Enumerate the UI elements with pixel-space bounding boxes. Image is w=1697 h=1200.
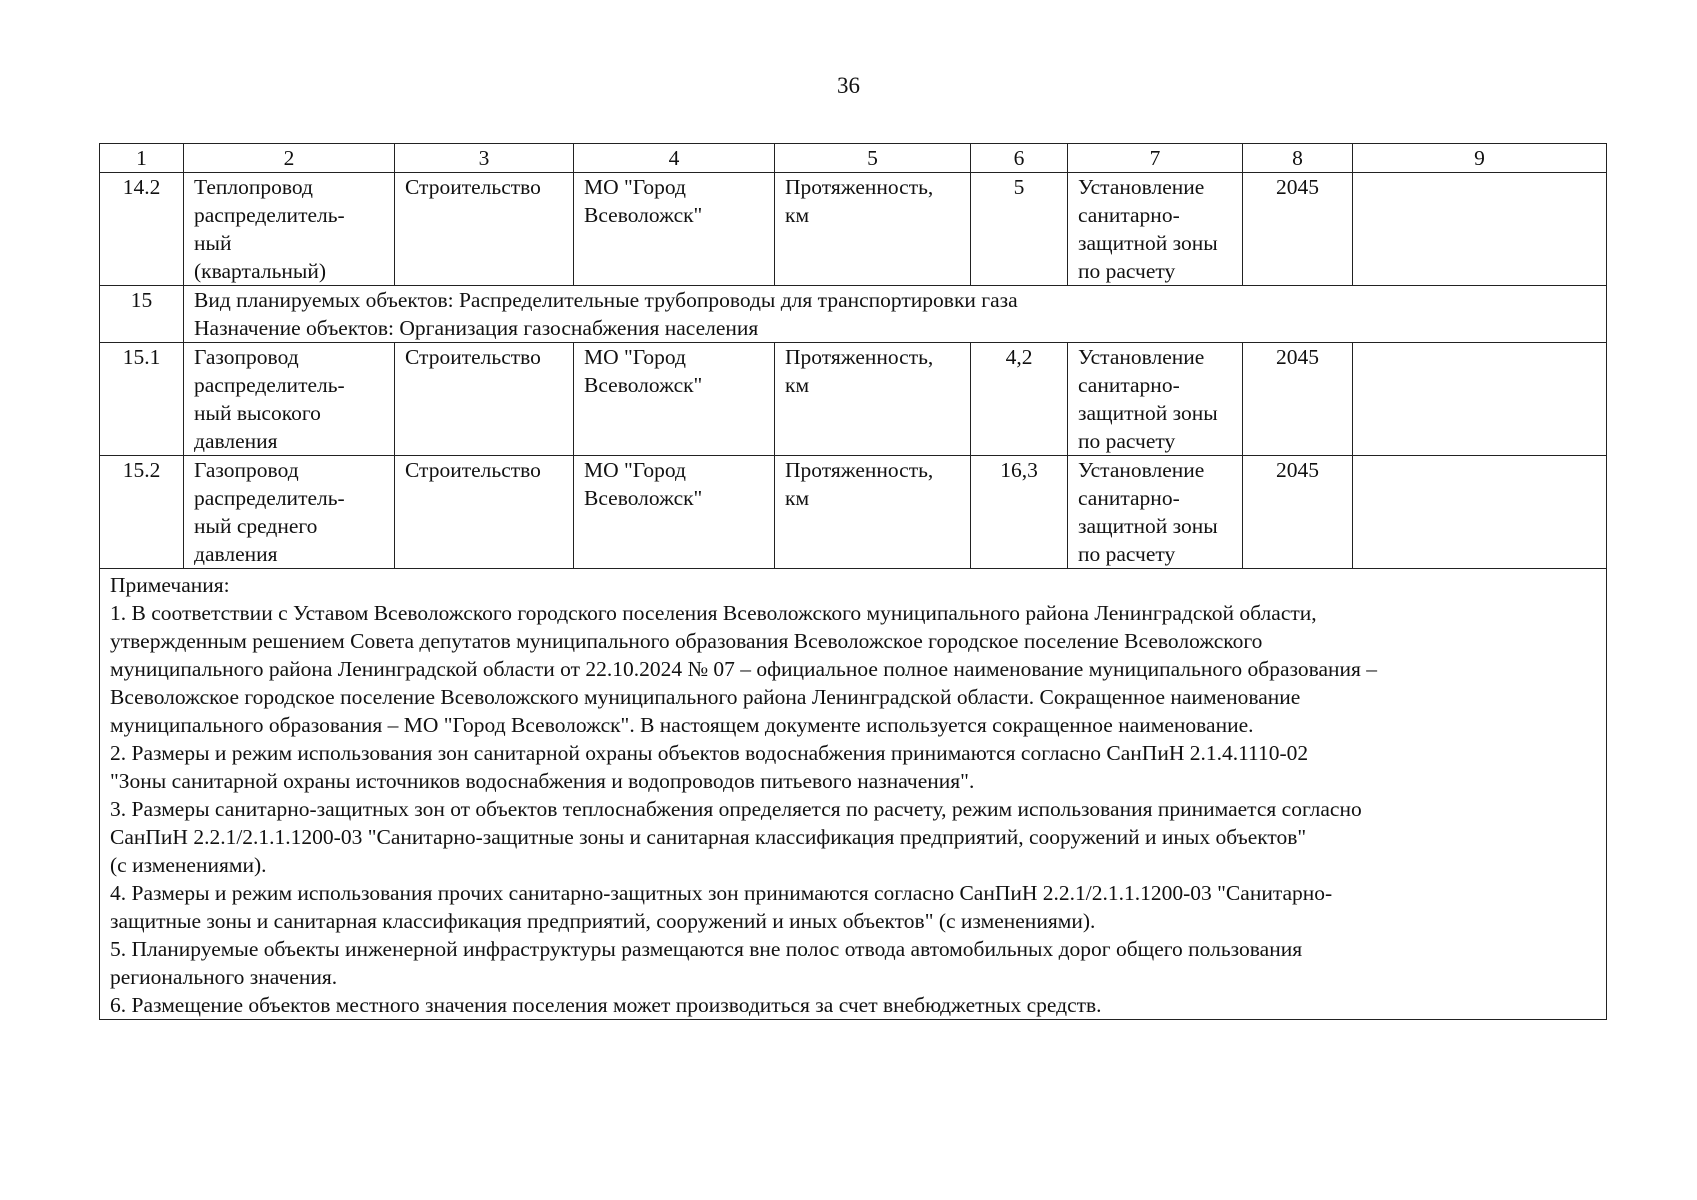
work-type: Строительство [395, 173, 574, 286]
work-type: Строительство [395, 343, 574, 456]
object-name [184, 343, 395, 456]
note-line: защитные зоны и санитарная классификация предприятий, сооружений и иных объектов" (с изменениями). [110, 909, 1096, 933]
note-line: СанПиН 2.2.1/2.1.1.1200-03 "Санитарно-защитные зоны и санитарная классификация предприятий, сооружений и иных объектов" [110, 825, 1307, 849]
note-line: (с изменениями). [110, 853, 267, 877]
section-row [100, 286, 1607, 343]
note-line: "Зоны санитарной охраны источников водоснабжения и водопроводов питьевого назначения". [110, 769, 975, 793]
location-line: Всеволожск" [584, 486, 703, 510]
zone-info-line: по расчету [1078, 542, 1176, 566]
column-header: 1 [100, 144, 184, 173]
characteristic-value: 5 [971, 173, 1068, 286]
section-line: Назначение объектов: Организация газоснабжения населения [194, 316, 759, 340]
column-header: 4 [574, 144, 775, 173]
row-number: 14.2 [100, 173, 184, 286]
notes [100, 569, 1607, 1020]
note-line: регионального значения. [110, 965, 338, 989]
note-line: 3. Размеры санитарно-защитных зон от объектов теплоснабжения определяется по расчету, режим использования принимается согласно [110, 797, 1362, 821]
object-name [184, 456, 395, 569]
zone-info-line: защитной зоны [1078, 514, 1218, 538]
object-name-line: Газопровод [194, 458, 299, 482]
note-line: муниципального образования – МО "Город Всеволожск". В настоящем документе используется сокращенное наименование. [110, 713, 1254, 737]
note-line: муниципального района Ленинградской области от 22.10.2024 № 07 – официальное полное наименование муниципального образования – [110, 657, 1378, 681]
note-line: 2. Размеры и режим использования зон санитарной охраны объектов водоснабжения принимаются согласно СанПиН 2.1.4.1110-02 [110, 741, 1309, 765]
zone-info-line: Установление [1078, 345, 1205, 369]
extra-cell [1353, 343, 1607, 456]
zone-info-line: по расчету [1078, 259, 1176, 283]
column-header: 3 [395, 144, 574, 173]
zone-info-line: санитарно- [1078, 486, 1180, 510]
column-header: 8 [1243, 144, 1353, 173]
extra-cell [1353, 173, 1607, 286]
note-line: 6. Размещение объектов местного значения поселения может производиться за счет внебюджетных средств. [110, 993, 1102, 1017]
table-row [100, 173, 1607, 286]
object-name-line: ный [194, 231, 232, 255]
characteristic [775, 343, 971, 456]
characteristic [775, 173, 971, 286]
location [574, 456, 775, 569]
object-name-line: ный среднего [194, 514, 318, 538]
characteristic-line: км [785, 486, 810, 510]
characteristic-value: 4,2 [971, 343, 1068, 456]
characteristic-value: 16,3 [971, 456, 1068, 569]
zone-info-line: защитной зоны [1078, 231, 1218, 255]
year: 2045 [1243, 456, 1353, 569]
row-number: 15.2 [100, 456, 184, 569]
zone-info-line: Установление [1078, 175, 1205, 199]
characteristic-line: Протяженность, [785, 345, 934, 369]
note-line: утвержденным решением Совета депутатов муниципального образования Всеволожское городское поселение Всеволожского [110, 629, 1263, 653]
location-line: Всеволожск" [584, 373, 703, 397]
section-number: 15 [100, 286, 184, 343]
column-header: 2 [184, 144, 395, 173]
column-header: 9 [1353, 144, 1607, 173]
note-line: 4. Размеры и режим использования прочих санитарно-защитных зон принимаются согласно СанПиН 2.2.1/2.1.1.1200-03 "Санитарно- [110, 881, 1333, 905]
object-name-line: (квартальный) [194, 259, 327, 283]
notes-title: Примечания: [110, 573, 230, 597]
characteristic-line: Протяженность, [785, 458, 934, 482]
work-type: Строительство [395, 456, 574, 569]
year: 2045 [1243, 173, 1353, 286]
location-line: МО "Город [584, 458, 686, 482]
section-description [184, 286, 1607, 343]
column-header: 6 [971, 144, 1068, 173]
object-name-line: распределитель- [194, 373, 345, 397]
location-line: МО "Город [584, 175, 686, 199]
column-header: 7 [1068, 144, 1243, 173]
note-line: Всеволожское городское поселение Всеволожского муниципального района Ленинградской области. Сокращенное наименование [110, 685, 1301, 709]
column-number-row [100, 144, 1607, 173]
object-name-line: распределитель- [194, 203, 345, 227]
note-line: 5. Планируемые объекты инженерной инфраструктуры размещаются вне полос отвода автомобильных дорог общего пользования [110, 937, 1303, 961]
location-line: МО "Город [584, 345, 686, 369]
object-name-line: ный высокого [194, 401, 321, 425]
characteristic [775, 456, 971, 569]
zone-info-line: Установление [1078, 458, 1205, 482]
object-name-line: давления [194, 429, 278, 453]
object-name-line: давления [194, 542, 278, 566]
year: 2045 [1243, 343, 1353, 456]
zone-info-line: санитарно- [1078, 373, 1180, 397]
object-name-line: Газопровод [194, 345, 299, 369]
zone-info [1068, 173, 1243, 286]
section-line: Вид планируемых объектов: Распределительные трубопроводы для транспортировки газа [194, 288, 1018, 312]
row-number: 15.1 [100, 343, 184, 456]
zone-info [1068, 456, 1243, 569]
table-row [100, 456, 1607, 569]
zone-info-line: санитарно- [1078, 203, 1180, 227]
characteristic-line: Протяженность, [785, 175, 934, 199]
object-name [184, 173, 395, 286]
table-row [100, 343, 1607, 456]
extra-cell [1353, 456, 1607, 569]
object-name-line: распределитель- [194, 486, 345, 510]
characteristic-line: км [785, 203, 810, 227]
location-line: Всеволожск" [584, 203, 703, 227]
planned-objects-table [99, 143, 1607, 1020]
column-header: 5 [775, 144, 971, 173]
zone-info-line: по расчету [1078, 429, 1176, 453]
zone-info-line: защитной зоны [1078, 401, 1218, 425]
location [574, 343, 775, 456]
notes-row [100, 569, 1607, 1020]
note-line: 1. В соответствии с Уставом Всеволожского городского поселения Всеволожского муниципального района Ленинградской области, [110, 601, 1317, 625]
characteristic-line: км [785, 373, 810, 397]
location [574, 173, 775, 286]
object-name-line: Теплопровод [194, 175, 313, 199]
zone-info [1068, 343, 1243, 456]
page-number: 36 [837, 73, 860, 98]
